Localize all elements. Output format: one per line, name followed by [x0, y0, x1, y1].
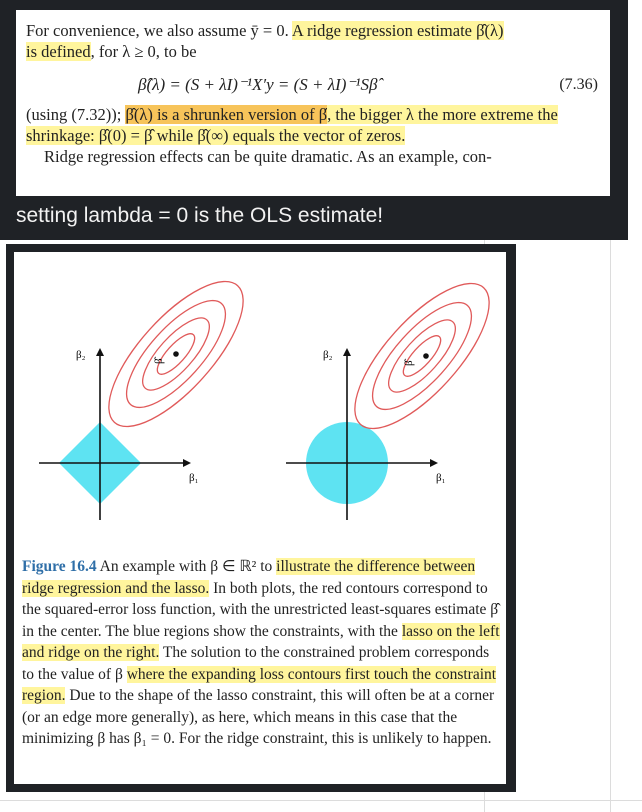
highlight: , the bigger λ the more extreme the shrinkage: β̂(0) = β̂ while β̂(∞) equals the vector of zeros.: [26, 105, 558, 145]
excerpt-paragraph-3: Ridge regression effects can be quite dramatic. As an example, con-: [44, 147, 492, 166]
lasso-plot: [39, 262, 264, 520]
contour: [398, 331, 446, 382]
axis-arrow: [343, 348, 351, 356]
ridge-plot: [286, 264, 506, 520]
highlight-orange: β̂(λ) is a shrunken version of β̂: [125, 105, 328, 124]
highlight: illustrate the difference between ridge regression and the lasso.: [22, 558, 476, 597]
excerpt-text: , for λ ≥ 0, to be: [90, 42, 197, 61]
excerpt-text: (using (7.32));: [26, 105, 126, 124]
figure-caption: [22, 556, 502, 750]
note-card: [0, 0, 628, 240]
beta2-label: β₂: [323, 349, 333, 361]
figure: [14, 252, 506, 784]
user-comment: setting lambda = 0 is the OLS estimate!: [16, 204, 384, 227]
caption-text: Due to the shape of the lasso constraint, this will often be at a corner (or an edge more generally), as here, which means in this case that the minimizing β has β₁ = 0. For the ridge constraint, this is unlikely to happen.: [22, 687, 495, 747]
figure-label: Figure 16.4: [22, 558, 97, 575]
beta-hat-label: β̂: [153, 358, 165, 364]
excerpt-paragraph-1: [26, 20, 600, 62]
highlight: is defined: [26, 42, 91, 61]
highlight: A ridge regression estimate β̂(λ): [291, 21, 504, 40]
beta2-label: β₂: [76, 349, 86, 361]
beta-hat-label: β̂: [403, 360, 415, 366]
beta-hat-point: [423, 353, 429, 359]
figure-card: [6, 244, 516, 792]
equation-row: [26, 66, 600, 104]
highlight: lasso on the left and ridge on the right.: [22, 622, 500, 661]
axis-arrow: [430, 459, 438, 467]
highlight: where the expanding loss contours first touch the constraint region.: [22, 665, 497, 704]
axis-arrow: [96, 348, 104, 356]
excerpt-text: For convenience, we also assume ȳ = 0.: [26, 21, 292, 40]
contour: [379, 310, 466, 401]
loss-contours: [334, 264, 506, 449]
caption-text: An example with β ∈ ℝ² to: [96, 558, 277, 575]
caption-text: In both plots, the red contours correspond to the squared-error loss function, with the unrestricted least-squares estimate β̂ in the center. The blue regions show the constraints, with the: [22, 579, 499, 640]
beta-hat-point: [173, 351, 179, 357]
equation-number: (7.36): [559, 76, 598, 93]
lasso-ridge-plots: [14, 252, 506, 537]
axis-arrow: [183, 459, 191, 467]
beta1-label: β₁: [436, 472, 446, 484]
textbook-excerpt: [16, 10, 610, 196]
ridge-equation: β̂(λ) = (S + λI)⁻¹X′y = (S + λI)⁻¹Sβ̂: [138, 75, 378, 94]
beta1-label: β₁: [189, 472, 199, 484]
excerpt-paragraph-2: [26, 104, 600, 146]
contour: [334, 264, 506, 449]
caption-text: The solution to the constrained problem corresponds to the value of β: [22, 644, 490, 683]
grid-line: [0, 800, 642, 801]
